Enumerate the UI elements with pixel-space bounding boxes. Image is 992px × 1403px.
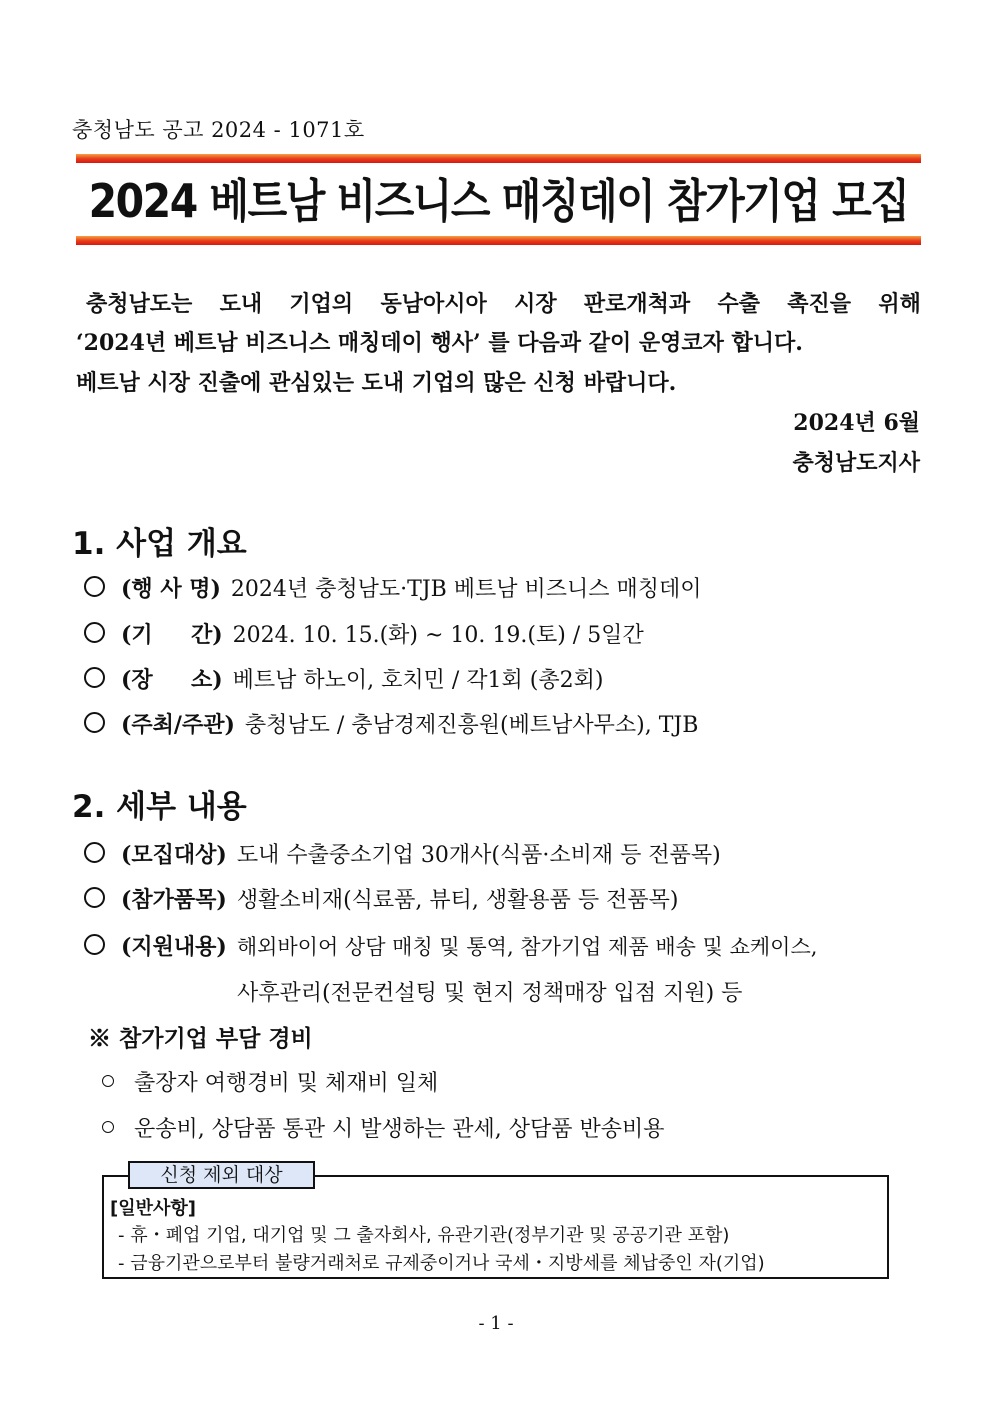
item-label: (모집대상) bbox=[121, 842, 227, 868]
title-bar-top bbox=[76, 154, 921, 163]
item-value: 충청남도 / 충남경제진흥원(베트남사무소), TJB bbox=[244, 713, 699, 738]
overview-item bbox=[84, 572, 702, 603]
intro-line-1 bbox=[76, 287, 921, 318]
item-value: 생활소비재(식료품, 뷰티, 생활용품 등 전품목) bbox=[236, 888, 679, 913]
circle-bullet-icon bbox=[84, 842, 105, 863]
item-value: 해외바이어 상담 매칭 및 통역, 참가기업 제품 배송 및 쇼케이스, bbox=[236, 935, 818, 959]
circle-bullet-icon bbox=[84, 667, 105, 688]
circle-bullet-icon bbox=[84, 576, 105, 597]
exclusion-line: - 휴・폐업 기업, 대기업 및 그 출자회사, 유관기관(정부기관 및 공공기관 포함) bbox=[118, 1225, 730, 1246]
item-label: (기 간) bbox=[121, 622, 223, 648]
item-label: (주최/주관) bbox=[121, 712, 235, 738]
burden-item bbox=[102, 1066, 438, 1097]
intro-word: 판로개척과 bbox=[583, 291, 691, 317]
circle-bullet-icon bbox=[84, 712, 105, 733]
item-value: 2024. 10. 15.(화) ~ 10. 19.(토) / 5일간 bbox=[232, 623, 644, 648]
intro-word: 수출 bbox=[717, 291, 760, 317]
circle-bullet-icon bbox=[84, 934, 105, 955]
page-number: - 1 - bbox=[478, 1313, 514, 1334]
item-label: (지원내용) bbox=[121, 934, 227, 960]
document-title: 2024 베트남 비즈니스 매칭데이 참가기업 모집 bbox=[88, 174, 909, 229]
item-label: (장 소) bbox=[121, 667, 223, 693]
title-bar-bottom bbox=[76, 236, 921, 245]
item-value: 2024년 충청남도·TJB 베트남 비즈니스 매칭데이 bbox=[230, 577, 702, 602]
small-circle-bullet-icon bbox=[102, 1075, 114, 1087]
intro-line-2: ‘2024년 베트남 비즈니스 매칭데이 행사’ 를 다음과 같이 운영코자 합니다. bbox=[76, 330, 803, 356]
intro-line-3: 베트남 시장 진출에 관심있는 도내 기업의 많은 신청 바랍니다. bbox=[76, 370, 677, 396]
exclusion-box-heading: [일반사항] bbox=[110, 1198, 197, 1219]
intro-word: 충청남도는 bbox=[86, 291, 193, 317]
small-circle-bullet-icon bbox=[102, 1121, 114, 1133]
intro-word: 촉진을 bbox=[787, 291, 852, 317]
overview-item bbox=[84, 708, 698, 739]
circle-bullet-icon bbox=[84, 622, 105, 643]
burden-title: ※ 참가기업 부담 경비 bbox=[88, 1025, 313, 1052]
intro-word: 기업의 bbox=[289, 291, 354, 317]
intro-word: 위해 bbox=[878, 291, 921, 317]
exclusion-box-tab: 신청 제외 대상 bbox=[128, 1161, 315, 1189]
burden-item bbox=[102, 1112, 664, 1143]
details-item bbox=[84, 838, 721, 869]
circle-bullet-icon bbox=[84, 887, 105, 908]
overview-item bbox=[84, 663, 603, 694]
burden-item-text: 출장자 여행경비 및 체재비 일체 bbox=[134, 1071, 439, 1096]
intro-word: 동남아시아 bbox=[380, 291, 487, 317]
exclusion-line: - 금융기관으로부터 불량거래처로 규제중이거나 국세・지방세를 체납중인 자(기업) bbox=[118, 1253, 765, 1274]
item-value: 베트남 하노이, 호치민 / 각1회 (총2회) bbox=[232, 668, 604, 693]
support-continued: 사후관리(전문컨설팅 및 현지 정책매장 입점 지원) 등 bbox=[237, 981, 743, 1006]
item-label: (참가품목) bbox=[121, 887, 227, 913]
details-item bbox=[84, 930, 817, 961]
item-label: (행 사 명) bbox=[121, 576, 221, 602]
issuing-organization: 충청남도지사 bbox=[792, 450, 920, 476]
item-value: 도내 수출중소기업 30개사(식품·소비재 등 전품목) bbox=[236, 843, 721, 868]
overview-item bbox=[84, 618, 644, 649]
section-heading-details: 2. 세부 내용 bbox=[72, 789, 247, 825]
intro-word: 시장 bbox=[514, 291, 557, 317]
notice-number: 충청남도 공고 2024 - 1071호 bbox=[72, 118, 365, 142]
intro-word: 도내 bbox=[219, 291, 263, 317]
notice-date: 2024년 6월 bbox=[793, 410, 920, 436]
burden-item-text: 운송비, 상담품 통관 시 발생하는 관세, 상담품 반송비용 bbox=[134, 1117, 665, 1142]
details-item bbox=[84, 883, 679, 914]
section-heading-overview: 1. 사업 개요 bbox=[72, 526, 247, 562]
